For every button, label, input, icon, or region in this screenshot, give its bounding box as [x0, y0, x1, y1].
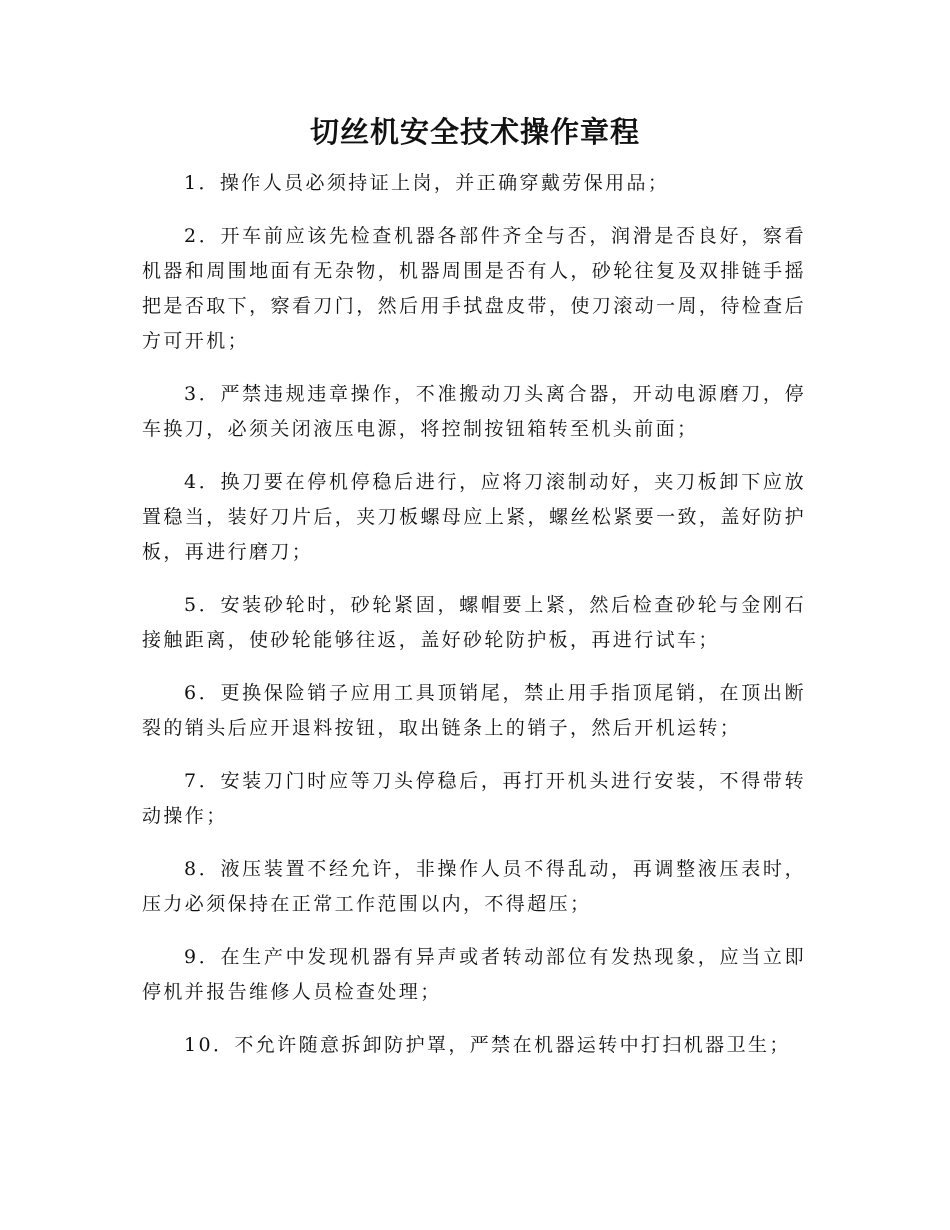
paragraph-2: 2．开车前应该先检查机器各部件齐全与否，润滑是否良好，察看机器和周围地面有无杂物，机器周围是否有人，砂轮往复及双排链手摇把是否取下，察看刀门，然后用手拭盘皮带，使刀滚动一周，待检查后方可开机； [142, 225, 806, 352]
paragraph-4: 4．换刀要在停机停稳后进行，应将刀滚制动好，夹刀板卸下应放置稳当，装好刀片后，夹刀板螺母应上紧，螺丝松紧要一致，盖好防护板，再进行磨刀； [142, 471, 806, 563]
paragraph-1: 1．操作人员必须持证上岗，并正确穿戴劳保用品； [184, 172, 670, 194]
paragraph-6: 6．更换保险销子应用工具顶销尾，禁止用手指顶尾销，在顶出断裂的销头后应开退料按钮，取出链条上的销子，然后开机运转； [142, 682, 806, 739]
document-body [142, 166, 806, 1081]
paragraph-8: 8．液压装置不经允许，非操作人员不得乱动，再调整液压表时，压力必须保持在正常工作范围以内，不得超压； [142, 858, 806, 915]
paragraph-10: 10．不允许随意拆卸防护罩，严禁在机器运转中打扫机器卫生； [184, 1034, 791, 1056]
document-title: 切丝机安全技术操作章程 [309, 115, 640, 149]
paragraph-5: 5．安装砂轮时，砂轮紧固，螺帽要上紧，然后检查砂轮与金刚石接触距离，使砂轮能够往返，盖好砂轮防护板，再进行试车； [142, 594, 806, 651]
paragraph-7: 7．安装刀门时应等刀头停稳后，再打开机头进行安装，不得带转动操作； [142, 770, 806, 827]
paragraph-3: 3．严禁违规违章操作，不准搬动刀头离合器，开动电源磨刀，停车换刀，必须关闭液压电源，将控制按钮箱转至机头前面； [142, 383, 806, 440]
paragraph-9: 9．在生产中发现机器有异声或者转动部位有发热现象，应当立即停机并报告维修人员检查处理； [142, 946, 806, 1003]
